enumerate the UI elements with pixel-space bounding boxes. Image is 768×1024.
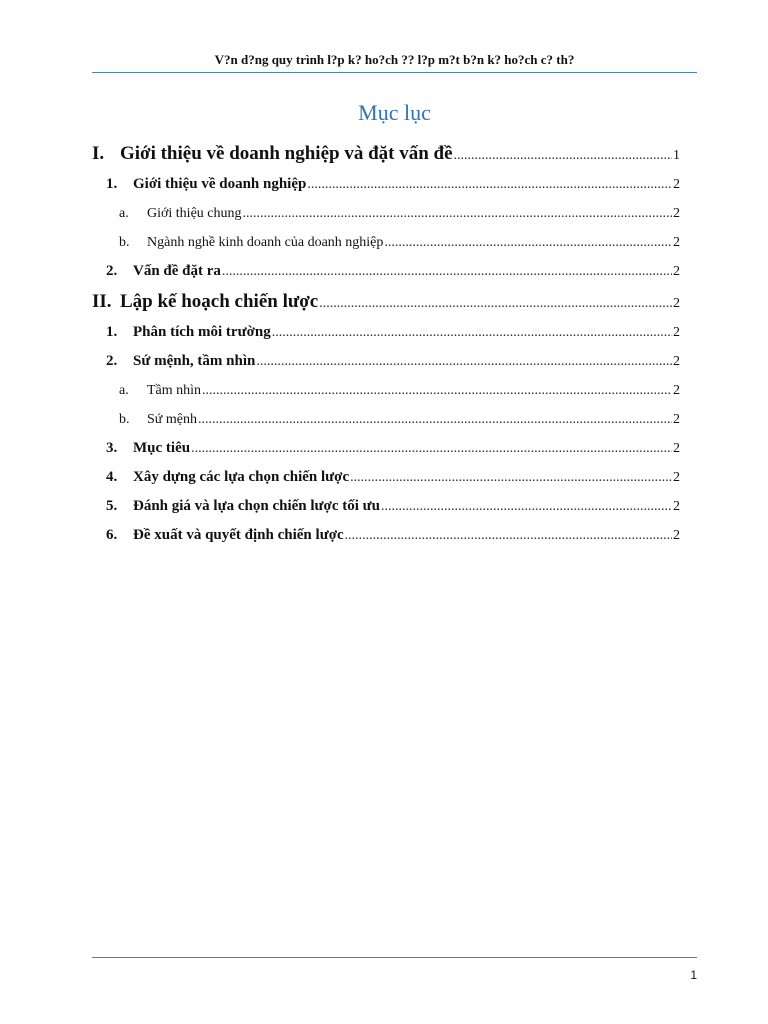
header-divider [92, 72, 697, 73]
toc-entry-number: a. [119, 206, 129, 221]
toc-entry-number: 4. [106, 469, 118, 485]
toc-entry-page: 2 [673, 470, 680, 485]
dot-leader [198, 405, 672, 434]
toc-entry[interactable] [92, 347, 680, 376]
dot-leader [272, 318, 672, 347]
toc-entry-label: Sứ mệnh [147, 412, 197, 427]
dot-leader [319, 288, 672, 320]
table-of-contents [92, 138, 680, 550]
toc-entry-label: Mục tiêu [133, 440, 191, 456]
toc-entry-number: 5. [106, 498, 118, 514]
toc-entry-number: II. [92, 291, 112, 312]
dot-leader [454, 140, 672, 172]
dot-leader [191, 434, 672, 463]
dot-leader [307, 170, 672, 199]
toc-entry-page: 2 [673, 325, 680, 340]
toc-entry[interactable] [92, 376, 680, 405]
toc-entry-page: 2 [673, 235, 680, 250]
toc-entry-number: 3. [106, 440, 118, 456]
toc-entry-page: 2 [673, 177, 680, 192]
toc-entry-page: 2 [673, 383, 680, 398]
toc-entry[interactable] [92, 170, 680, 199]
toc-entry-page: 2 [673, 499, 680, 514]
page-number: 1 [690, 968, 697, 982]
dot-leader [202, 376, 672, 405]
toc-entry-label: Phân tích môi trường [133, 324, 271, 340]
dot-leader [222, 257, 672, 286]
toc-entry-page: 1 [673, 148, 680, 163]
toc-entry-label: Đề xuất và quyết định chiến lược [133, 527, 344, 543]
toc-entry-page: 2 [673, 354, 680, 369]
toc-entry[interactable] [92, 492, 680, 521]
toc-entry-label: Tầm nhìn [147, 383, 202, 398]
toc-entry[interactable] [92, 228, 680, 257]
toc-entry[interactable] [92, 199, 680, 228]
toc-entry-number: 2. [106, 353, 118, 369]
toc-entry-page: 2 [673, 528, 680, 543]
toc-entry[interactable] [92, 318, 680, 347]
toc-entry-number: 6. [106, 527, 118, 543]
toc-entry-page: 2 [673, 296, 680, 311]
toc-entry-page: 2 [673, 206, 680, 221]
toc-entry-label: Sứ mệnh, tầm nhìn [133, 353, 256, 369]
footer-divider [92, 957, 697, 958]
toc-entry[interactable] [92, 405, 680, 434]
running-header: V?n d?ng quy trình l?p k? ho?ch ?? l?p m?t b?n k? ho?ch c? th? [214, 52, 575, 67]
toc-entry-page: 2 [673, 441, 680, 456]
toc-entry-label: Giới thiệu chung [147, 206, 242, 221]
dot-leader [350, 463, 672, 492]
toc-entry[interactable] [92, 521, 680, 550]
toc-entry-label: Lập kế hoạch chiến lược [120, 291, 319, 312]
toc-entry-number: I. [92, 143, 105, 164]
toc-entry-number: 1. [106, 324, 118, 340]
toc-entry-number: a. [119, 383, 129, 398]
toc-entry[interactable] [92, 257, 680, 286]
toc-entry-number: b. [119, 235, 130, 250]
dot-leader [256, 347, 672, 376]
toc-entry[interactable] [92, 434, 680, 463]
toc-entry[interactable] [92, 138, 680, 170]
toc-entry-label: Vấn đề đặt ra [133, 263, 221, 279]
toc-entry-label: Giới thiệu về doanh nghiệp và đặt vấn đề [120, 143, 453, 164]
dot-leader [384, 228, 672, 257]
toc-entry[interactable] [92, 286, 680, 318]
toc-entry-label: Đánh giá và lựa chọn chiến lược tối ưu [133, 498, 381, 514]
toc-entry-number: 2. [106, 263, 118, 279]
toc-entry-label: Xây dựng các lựa chọn chiến lược [133, 469, 350, 485]
dot-leader [345, 521, 672, 550]
dot-leader [381, 492, 672, 521]
toc-entry-label: Giới thiệu về doanh nghiệp [133, 176, 307, 192]
toc-title: Mục lục [358, 100, 431, 125]
toc-entry[interactable] [92, 463, 680, 492]
toc-entry-number: 1. [106, 176, 118, 192]
toc-entry-page: 2 [673, 264, 680, 279]
toc-entry-page: 2 [673, 412, 680, 427]
toc-entry-number: b. [119, 412, 130, 427]
toc-entry-label: Ngành nghề kinh doanh của doanh nghiệp [147, 235, 384, 250]
dot-leader [243, 199, 673, 228]
